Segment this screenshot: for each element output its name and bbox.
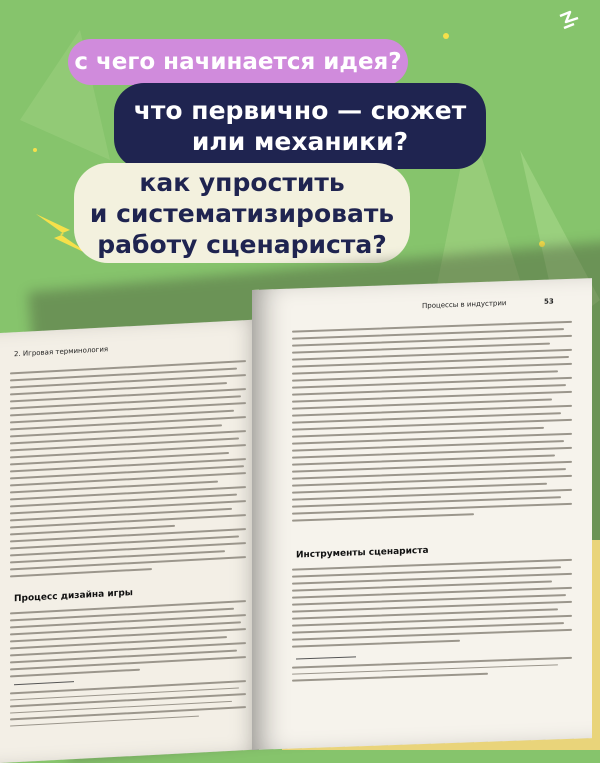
right-footnotes [292, 657, 572, 686]
sparkle-icon [558, 10, 582, 32]
left-section-title: Процесс дизайна игры [14, 588, 133, 605]
question-text-idea: с чего начинается идея? [74, 49, 402, 75]
book-left-page [0, 319, 262, 763]
right-page-number: 53 [544, 297, 554, 306]
right-section-title: Инструменты сценариста [296, 545, 429, 561]
question-text-scriptwriter-work: как упростить и систематизировать работу сценариста? [89, 167, 395, 259]
left-running-head: 2. Игровая терминология [14, 345, 109, 359]
right-running-head: Процессы в индустрии [422, 299, 507, 311]
right-footnote-rule [296, 656, 356, 659]
question-bubble-scriptwriter-work [74, 163, 410, 263]
question-bubble-idea [68, 39, 408, 85]
right-text-block-1 [292, 321, 572, 527]
book-right-page [252, 278, 592, 750]
right-text-block-2 [292, 559, 572, 653]
left-footnotes [10, 680, 246, 731]
left-text-block-2 [10, 600, 246, 682]
question-text-plot-vs-mechanics: что первично — сюжет или механики? [133, 96, 467, 156]
left-text-block-1 [10, 360, 246, 582]
question-bubble-plot-vs-mechanics [114, 83, 486, 169]
